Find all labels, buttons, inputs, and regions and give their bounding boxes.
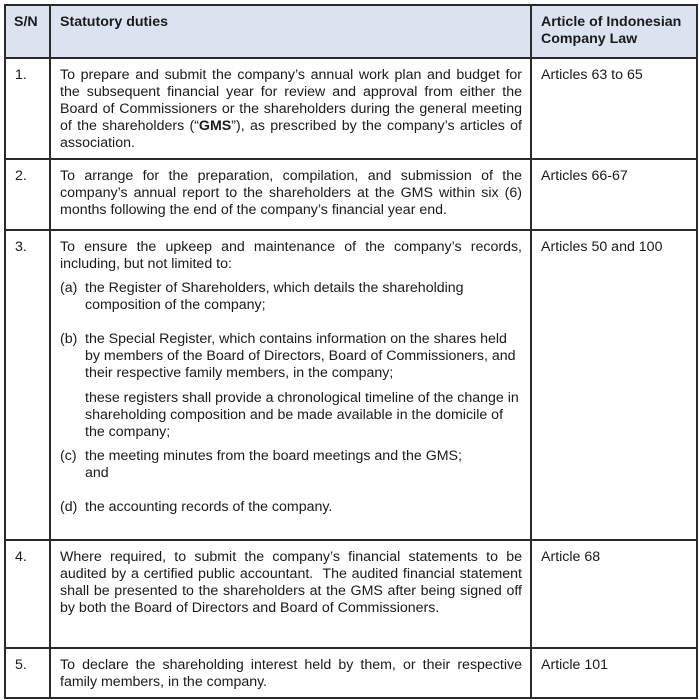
statutory-duties-table	[4, 4, 698, 699]
row-duty: To prepare and submit the company’s annual work plan and budget for the subsequent financial year for review and approval from either the Board of Commissioners or the shareholders during the general meeting of the shareholders (“GMS”), as prescribed by the company’s articles of association.	[50, 58, 531, 159]
row-sn: 4.	[5, 540, 50, 648]
row-sn: 1.	[5, 58, 50, 159]
header-article: Article of Indonesian Company Law	[531, 5, 697, 58]
table-row	[5, 648, 697, 698]
table-row	[5, 230, 697, 540]
subitem-b: (b) the Special Register, which contains information on the shares held by members of the Board of Directors, Board of Commissioners, and their respective family members, in the company;	[60, 331, 516, 381]
header-row	[5, 5, 697, 58]
registers-note: these registers shall provide a chronological timeline of the change in shareholding composition and be made available in the domicile of the company;	[85, 390, 519, 440]
header-duties: Statutory duties	[50, 5, 531, 58]
row-article: Articles 66-67	[531, 159, 697, 230]
row-sn: 2.	[5, 159, 50, 230]
table-row	[5, 540, 697, 648]
row-duty: To declare the shareholding interest held by them, or their respective family members, in the company.	[50, 648, 531, 698]
row-duty: To arrange for the preparation, compilation, and submission of the company’s annual report to the shareholders at the GMS within six (6) months following the end of the company’s financial year end.	[50, 159, 531, 230]
subitem-c: (c) the meeting minutes from the board meetings and the GMS; and	[60, 448, 462, 481]
table-row	[5, 58, 697, 159]
row-duty: Where required, to submit the company’s financial statements to be audited by a certified public accountant. The audited financial statement shall be presented to the shareholders at the GMS after being signed off by both the Board of Directors and Board of Commissioners.	[50, 540, 531, 648]
row-sn: 5.	[5, 648, 50, 698]
row-article: Articles 50 and 100	[531, 230, 697, 540]
row-article: Article 101	[531, 648, 697, 698]
row-article: Articles 63 to 65	[531, 58, 697, 159]
header-sn: S/N	[5, 5, 50, 58]
subitem-a: (a) the Register of Shareholders, which details the shareholding composition of the company;	[60, 280, 464, 313]
gms-term: GMS	[198, 118, 232, 134]
row-article: Article 68	[531, 540, 697, 648]
table-row	[5, 159, 697, 230]
row-duty: To ensure the upkeep and maintenance of the company’s records, including, but not limited to: (a) the Register of Shareholders, which details the shareholding composition of the company; (b) the Special Register, which contains information on the shares held by members of the Board of Directors, Board of Commissioners, and their respective family members, in the company; these registers shall provide a chronological timeline of the change in shareholding composition and be made available in the domicile of the company; (c) the meeting minutes from the board meetings and the GMS; and (d) the accounting records of the company.	[50, 230, 531, 540]
row-sn: 3.	[5, 230, 50, 540]
subitem-d: (d) the accounting records of the company.	[60, 499, 333, 515]
